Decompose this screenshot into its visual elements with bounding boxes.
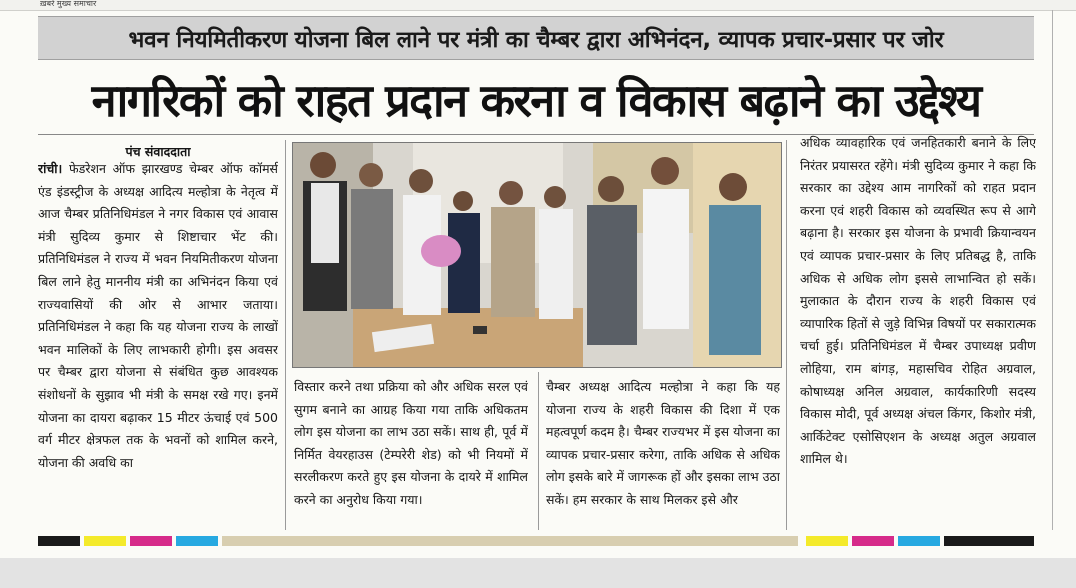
print-registration-black	[38, 536, 80, 546]
column-4	[800, 132, 1036, 530]
print-registration-black	[944, 536, 1034, 546]
column-1	[38, 158, 278, 530]
print-registration-cyan	[176, 536, 218, 546]
column-2	[294, 376, 528, 530]
main-headline: नागरिकों को राहत प्रदान करना व विकास बढ़ाने का उद्देश्य	[91, 73, 981, 127]
column-divider	[285, 140, 286, 530]
news-photo	[292, 142, 782, 368]
print-registration-magenta	[130, 536, 172, 546]
column-divider	[538, 372, 539, 530]
print-registration-magenta	[852, 536, 894, 546]
column-divider	[786, 140, 787, 530]
top-strip-text: ख़बरें मुख्य समाचार	[40, 0, 97, 8]
print-registration-tan	[222, 536, 798, 546]
group-photo-illustration	[293, 143, 781, 367]
print-registration-yellow	[806, 536, 848, 546]
print-registration-yellow	[84, 536, 126, 546]
kicker-headline: भवन नियमितीकरण योजना बिल लाने पर मंत्री का चैम्बर द्वारा अभिनंदन, व्यापक प्रचार-प्रसार पर जोर	[128, 26, 944, 53]
column-2-text: विस्तार करने तथा प्रक्रिया को और अधिक सरल एवं सुगम बनाने का आग्रह किया गया ताकि अधिकतम लोग इस योजना का लाभ उठा सकें। साथ ही, पूर्व में निर्मित वेयरहाउस (टेम्परेरी शेड) को भी नियमों में सरलीकरण करते हुए इस योजना के दायरे में शामिल करने का अनुरोध किया गया।	[294, 379, 528, 507]
column-3	[546, 376, 780, 530]
top-strip	[0, 0, 1076, 11]
page-margin-line	[1052, 10, 1053, 530]
print-registration-cyan	[898, 536, 940, 546]
column-3-text: चैम्बर अध्यक्ष आदित्य मल्होत्रा ने कहा कि यह योजना राज्य के शहरी विकास की दिशा में एक महत्वपूर्ण कदम है। चैम्बर राज्यभर में इस योजना का व्यापक प्रचार-प्रसार करेगा, ताकि अधिक से अधिक लोग इसके बारे में जागरूक हों और इसका लाभ उठा सकें। हम सरकार के साथ मिलकर इसे और	[546, 379, 780, 507]
viewer-bottom-bar	[0, 558, 1076, 588]
kicker-band	[38, 16, 1034, 60]
column-4-text: अधिक व्यावहारिक एवं जनहितकारी बनाने के लिए निरंतर प्रयासरत रहेंगे। मंत्री सुदिव्य कुमार ने कहा कि सरकार का उद्देश्य आम नागरिकों को राहत प्रदान करना एवं शहरी विकास को व्यवस्थित रूप से आगे बढ़ाना है। सरकार इस योजना के प्रभावी क्रियान्वयन एवं व्यापक प्रचार-प्रसार के लिए प्रतिबद्ध है, ताकि अधिक से अधिक लोग इससे लाभान्वित हो सकें। मुलाकात के दौरान राज्य के शहरी विकास एवं व्यापारिक हितों से जुड़े विभिन्न विषयों पर सकारात्मक चर्चा हुई। प्रतिनिधिमंडल में चैम्बर उपाध्यक्ष प्रवीण लोहिया, राम बांगड़, महासचिव रोहित अग्रवाल, कोषाध्यक्ष अनिल अग्रवाल, कार्यकारिणी सदस्य विकास मोदी, पूर्व अध्यक्ष अंचल किंगर, किशोर मंत्री, आर्किटेक्ट एसोसिएशन के अध्यक्ष अतुल अग्रवाल शामिल थे।	[800, 135, 1036, 467]
column-1-text: फेडरेशन ऑफ झारखण्ड चेम्बर ऑफ कॉमर्स एंड इंडस्ट्रीज के अध्यक्ष आदित्य मल्होत्रा के नेतृत्व में आज चैम्बर प्रतिनिधिमंडल ने नगर विकास एवं आवास मंत्री सुदिव्य कुमार से शिष्टाचार भेंट की। प्रतिनिधिमंडल ने राज्य में भवन नियमितीकरण योजना बिल लाने हेतु माननीय मंत्री का अभिनंदन किया एवं राज्यवासियों की ओर से आभार जताया। प्रतिनिधिमंडल ने कहा कि यह योजना राज्य के लाखों भवन मालिकों के लिए लाभकारी होगी। इस अवसर पर चैम्बर द्वारा योजना से संबंधित कुछ आवश्यक संशोधनों के सुझाव भी मंत्री के समक्ष रखे गए। इनमें योजना का दायरा बढ़ाकर 15 मीटर ऊंचाई एवं 500 वर्ग मीटर क्षेत्रफल तक के भवनों को शामिल करने, योजना की अवधि का	[38, 161, 278, 470]
byline: पंच संवाददाता	[125, 144, 191, 159]
dateline: रांची।	[38, 161, 63, 176]
